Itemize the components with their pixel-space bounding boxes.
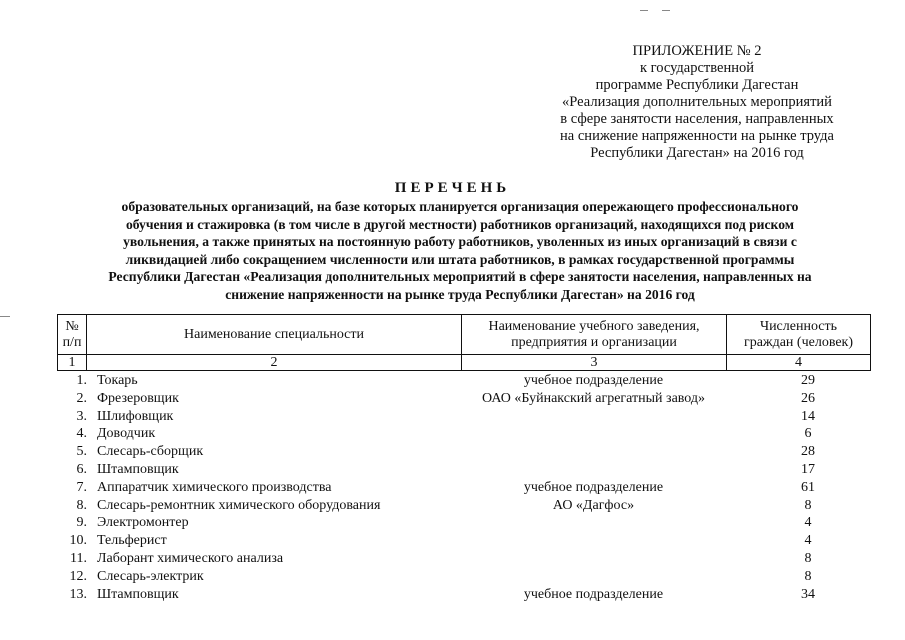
table-header bbox=[57, 314, 871, 371]
row-specialty: Доводчик bbox=[97, 426, 156, 442]
table-row bbox=[57, 514, 870, 532]
row-count: 4 bbox=[804, 533, 812, 549]
table-row bbox=[57, 443, 870, 461]
appendix-line: в сфере занятости населения, направленных bbox=[560, 111, 834, 127]
row-number: 9. bbox=[76, 515, 87, 531]
table-row bbox=[57, 586, 870, 604]
subtitle-line: обучения и стажировка (в том числе в другой местности) работников организаций, находящихся под риском bbox=[125, 216, 794, 232]
header-institution-line: предприятия и организации bbox=[511, 334, 677, 350]
row-specialty: Тельферист bbox=[97, 533, 167, 549]
row-number: 5. bbox=[76, 444, 87, 460]
header-number-line: п/п bbox=[62, 334, 82, 350]
row-specialty: Электромонтер bbox=[97, 515, 189, 531]
header-count-line: Численность bbox=[759, 318, 838, 334]
subtitle-line: Республики Дагестан «Реализация дополнительных мероприятий в сфере занятости населения, направленных на bbox=[108, 269, 812, 285]
row-number: 2. bbox=[76, 390, 87, 406]
header-institution bbox=[462, 315, 727, 355]
appendix-header bbox=[552, 43, 842, 162]
row-specialty: Слесарь-сборщик bbox=[97, 444, 204, 460]
scan-artifact bbox=[640, 10, 648, 11]
appendix-line: к государственной bbox=[639, 60, 754, 76]
appendix-line: Республики Дагестан» на 2016 год bbox=[590, 145, 804, 161]
table-body bbox=[57, 372, 870, 603]
subtitle-line: увольнения, а также принятых на постоянную работу работников, уволенных из иных организаций в связи с bbox=[123, 234, 797, 250]
table-row bbox=[57, 568, 870, 586]
table-row bbox=[57, 390, 870, 408]
column-number: 1 bbox=[58, 355, 87, 371]
row-count: 8 bbox=[804, 568, 812, 584]
table-row bbox=[57, 497, 870, 515]
row-specialty: Лаборант химического анализа bbox=[97, 550, 284, 566]
row-number: 11. bbox=[70, 550, 87, 566]
row-number: 1. bbox=[76, 373, 87, 388]
header-number bbox=[58, 315, 87, 355]
row-institution: учебное подразделение bbox=[523, 479, 664, 495]
row-institution: ОАО «Буйнакский агрегатный завод» bbox=[481, 390, 706, 406]
row-count: 29 bbox=[801, 373, 815, 388]
table-row bbox=[57, 461, 870, 479]
row-number: 10. bbox=[69, 533, 87, 549]
row-count: 61 bbox=[801, 479, 815, 495]
row-institution: учебное подразделение bbox=[523, 373, 664, 388]
column-number: 4 bbox=[727, 355, 871, 371]
row-count: 28 bbox=[801, 444, 815, 460]
header-count-line: граждан (человек) bbox=[743, 334, 854, 350]
row-institution: учебное подразделение bbox=[523, 586, 664, 602]
table-row bbox=[57, 479, 870, 497]
row-number: 8. bbox=[76, 497, 87, 513]
table-row bbox=[57, 425, 870, 443]
row-count: 14 bbox=[801, 408, 815, 424]
scan-artifact bbox=[662, 10, 670, 11]
appendix-line: программе Республики Дагестан bbox=[595, 77, 799, 93]
row-specialty: Шлифовщик bbox=[97, 408, 174, 424]
row-specialty: Штамповщик bbox=[97, 586, 179, 602]
row-specialty: Токарь bbox=[97, 373, 138, 388]
subtitle-line: снижение напряженности на рынке труда Республики Дагестан» на 2016 год bbox=[225, 286, 695, 302]
table-row bbox=[57, 532, 870, 550]
row-specialty: Слесарь-электрик bbox=[97, 568, 204, 584]
row-count: 4 bbox=[804, 515, 812, 531]
row-specialty: Фрезеровщик bbox=[97, 390, 179, 406]
row-count: 17 bbox=[801, 461, 815, 477]
document-subtitle bbox=[60, 198, 860, 304]
row-count: 6 bbox=[804, 426, 812, 442]
row-number: 7. bbox=[76, 479, 87, 495]
table-row bbox=[57, 372, 870, 390]
column-number: 3 bbox=[462, 355, 727, 371]
row-number: 4. bbox=[76, 426, 87, 442]
table-row bbox=[57, 408, 870, 426]
row-count: 8 bbox=[804, 550, 812, 566]
appendix-line: «Реализация дополнительных мероприятий bbox=[562, 94, 832, 110]
row-specialty: Аппаратчик химического производства bbox=[97, 479, 332, 495]
document-title: ПЕРЕЧЕНЬ bbox=[394, 180, 511, 196]
row-number: 6. bbox=[76, 461, 87, 477]
subtitle-line: ликвидацией либо сокращением численности или штата работников, в рамках государственной программы bbox=[125, 251, 795, 267]
subtitle-line: образовательных организаций, на базе которых планируется организация опережающего профессионального bbox=[121, 199, 799, 214]
column-number: 2 bbox=[87, 355, 462, 371]
row-number: 3. bbox=[76, 408, 87, 424]
table-row bbox=[57, 550, 870, 568]
header-number-line: № bbox=[65, 318, 79, 334]
row-specialty: Слесарь-ремонтник химического оборудования bbox=[97, 497, 381, 513]
appendix-line: на снижение напряженности на рынке труда bbox=[560, 128, 834, 144]
scan-artifact bbox=[0, 316, 10, 317]
header-specialty: Наименование специальности bbox=[87, 315, 462, 355]
appendix-line: ПРИЛОЖЕНИЕ № 2 bbox=[632, 43, 762, 59]
row-number: 13. bbox=[69, 586, 87, 602]
row-count: 34 bbox=[801, 586, 815, 602]
row-specialty: Штамповщик bbox=[97, 461, 179, 477]
row-count: 26 bbox=[801, 390, 815, 406]
row-count: 8 bbox=[804, 497, 812, 513]
row-institution: АО «Дагфос» bbox=[552, 497, 635, 513]
header-institution-line: Наименование учебного заведения, bbox=[488, 318, 700, 334]
header-count bbox=[727, 315, 871, 355]
row-number: 12. bbox=[69, 568, 87, 584]
